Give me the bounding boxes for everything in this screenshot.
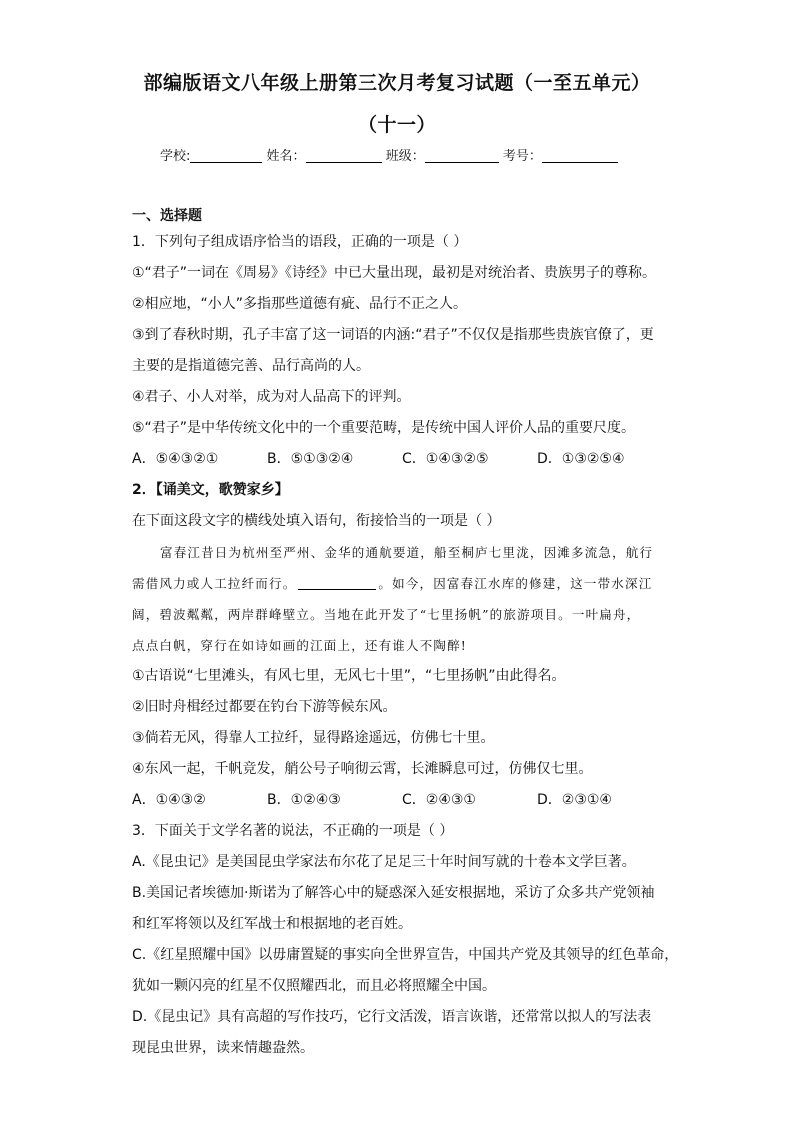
- q1-options: [132, 444, 672, 475]
- school-label: 学校:: [160, 149, 191, 164]
- q2-passage-line-2a: 需借风力或人工拉纤而行。: [132, 576, 297, 591]
- q3-option-a[interactable]: A.《昆虫记》是美国昆虫学家法布尔花了足足三十年时间写就的十卷本文学巨著。: [132, 854, 636, 870]
- q2-option-b[interactable]: B．①②④③: [267, 792, 341, 808]
- q2-option-c[interactable]: C．②④③①: [402, 792, 476, 808]
- q1-option-a[interactable]: A．⑤④③②①: [132, 451, 219, 467]
- page-subtitle: （十一）: [357, 114, 436, 136]
- q1-sentence-2: ②相应地，“小人”多指那些道德有疵、品行不正之人。: [132, 296, 468, 312]
- q3-option-d-line-2: 现昆虫世界，读来情趣盎然。: [132, 1040, 314, 1056]
- q1-sentence-1: ①“君子”一词在《周易》《诗经》中已大量出现，最初是对统治者、贵族男子的尊称。: [132, 265, 657, 281]
- q2-option-a[interactable]: A．①④③②: [132, 792, 206, 808]
- student-info-row: [160, 145, 618, 164]
- q2-passage-line-4: 点点白帆，穿行在如诗如画的江面上，还有谁人不陶醉!: [132, 638, 468, 653]
- q3-option-c-line-2: 犹如一颗闪亮的红星不仅照耀西北，而且必将照耀全中国。: [132, 978, 496, 994]
- q2-passage-line-3: 阔，碧波粼粼，两岸群峰壁立。当地在此开发了“七里扬帆”的旅游项目。一叶扁舟，: [132, 607, 641, 622]
- name-blank: [306, 148, 382, 163]
- q3-stem: 3．下面关于文学名著的说法，不正确的一项是（ ）: [132, 823, 454, 839]
- q1-stem: 1．下列句子组成语序恰当的语段，正确的一项是（ ）: [132, 234, 468, 250]
- q1-sentence-5: ⑤“君子”是中华传统文化中的一个重要范畴，是传统中国人评价人品的重要尺度。: [132, 420, 636, 436]
- q2-options: [132, 785, 672, 816]
- school-blank: [190, 148, 262, 163]
- q3-option-c-line-1[interactable]: C.《红星照耀中国》以毋庸置疑的事实向全世界宣告，中国共产党及其领导的红色革命，: [132, 947, 679, 963]
- number-label: 考号：: [502, 149, 542, 164]
- q2-sentence-4: ④东风一起，千帆竞发，艄公号子响彻云霄，长滩瞬息可过，仿佛仅七里。: [132, 761, 593, 777]
- q1-sentence-3a: ③到了春秋时期，孔子丰富了这一词语的内涵:“君子”不仅仅是指那些贵族官僚了，更: [132, 327, 654, 343]
- class-label: 班级：: [385, 149, 425, 164]
- name-label: 姓名：: [266, 149, 306, 164]
- section-heading: 一、选择题: [132, 208, 202, 224]
- q2-passage-line-2: [132, 568, 672, 599]
- q2-sentence-1: ①古语说“七里滩头，有风七里，无风七十里”，“七里扬帆”由此得名。: [132, 668, 566, 684]
- q2-passage: [132, 537, 672, 661]
- q1-option-d[interactable]: D．①③②⑤④: [537, 451, 625, 467]
- q1-sentence-3b: 主要的是指道德完善、品行高尚的人。: [132, 358, 370, 374]
- q2-stem: 在下面这段文字的横线处填入语句，衔接恰当的一项是（ ）: [132, 513, 501, 529]
- q1-option-b[interactable]: B．⑤①③②④: [267, 451, 354, 467]
- q3-option-d-line-1[interactable]: D.《昆虫记》具有高超的写作技巧，它行文活泼，语言诙谐，还常常以拟人的写法表: [132, 1009, 652, 1025]
- q2-sentence-3: ③倘若无风，得靠人工拉纤，显得路途遥远，仿佛七十里。: [132, 730, 495, 746]
- q3-option-b-line-1[interactable]: B.美国记者埃德加·斯诺为了解答心中的疑惑深入延安根据地，采访了众多共产党领袖: [132, 885, 655, 901]
- exam-content: [132, 205, 679, 1064]
- q2-heading: 2．【诵美文，歌赞家乡】: [132, 482, 289, 498]
- q1-option-c[interactable]: C．①④③②⑤: [402, 451, 489, 467]
- number-blank: [542, 148, 618, 163]
- q2-sentence-2: ②旧时舟楫经过都要在钓台下游等候东风。: [132, 699, 397, 715]
- page-title: 部编版语文八年级上册第三次月考复习试题（一至五单元）: [143, 72, 651, 94]
- class-blank: [425, 148, 499, 163]
- q2-passage-line-2b: 。如今，因富春江水库的修建，这一带水深江: [378, 576, 653, 591]
- q2-passage-line-1: 富春江昔日为杭州至严州、金华的通航要道，船至桐庐七里泷，因滩多流急，航行: [160, 545, 654, 560]
- q2-option-d[interactable]: D．②③①④: [537, 792, 612, 808]
- q2-fill-blank: [298, 575, 376, 590]
- q1-sentence-4: ④君子、小人对举，成为对人品高下的评判。: [132, 389, 411, 405]
- q3-option-b-line-2: 和红军将领以及红军战士和根据地的老百姓。: [132, 916, 412, 932]
